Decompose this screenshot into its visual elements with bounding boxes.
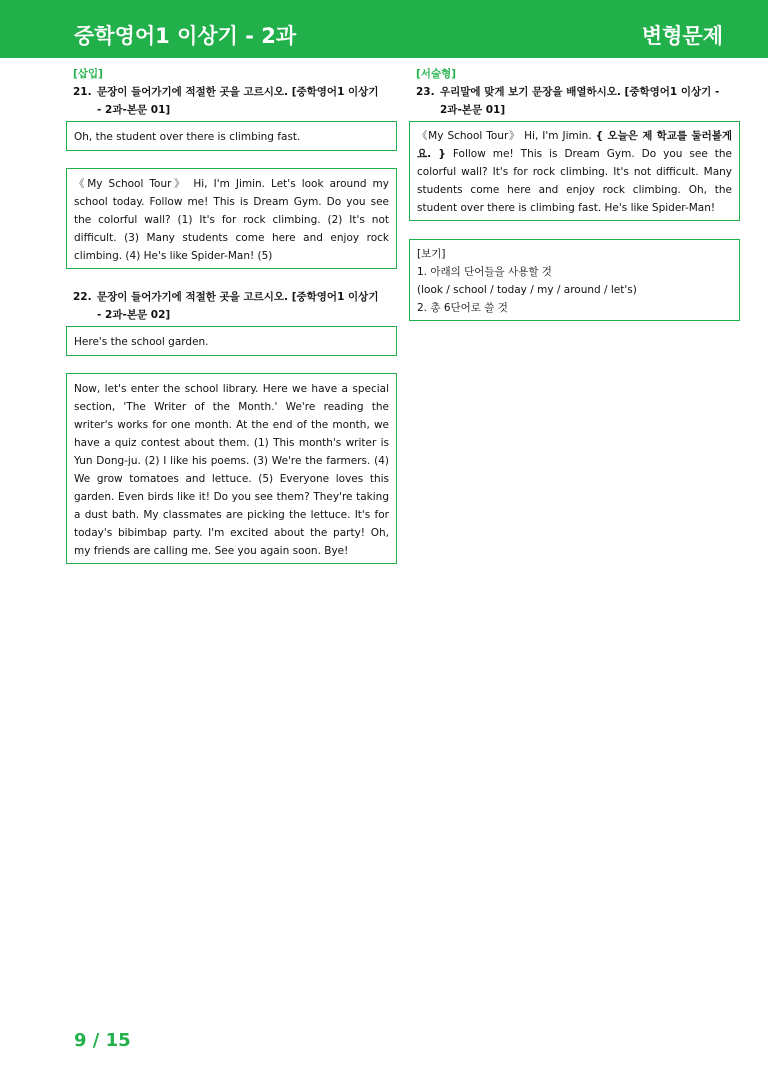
given-sentence: Oh, the student over there is climbing fast.	[74, 131, 301, 143]
left-column	[66, 66, 397, 564]
given-sentence: Here's the school garden.	[74, 336, 209, 348]
passage-text: 《My School Tour》 Hi, I'm Jimin. Let's look around my school today. Follow me! This is Dream Gym. Do you see the colorful wall? (1) It's for rock climbing. (2) It's not difficult. (3) Many students come here and enjoy rock climbing. (4) He's like Spider-Man! (5)	[74, 178, 389, 262]
passage-box	[66, 168, 397, 269]
question-21	[66, 83, 397, 119]
question-23	[409, 83, 740, 119]
question-text: 우리말에 맞게 보기 문장을 배열하시오. [중학영어1 이상기 -	[440, 86, 720, 98]
header-label: 변형문제	[641, 24, 723, 48]
passage-box	[409, 121, 740, 221]
bogi-condition: 2. 총 6단어로 쓸 것	[417, 302, 508, 314]
header-bar	[0, 0, 768, 58]
right-column	[409, 66, 740, 321]
target-sentence: { 오늘은 제 학교를 둘러볼게요. }	[417, 130, 732, 160]
category-label: [삽입]	[73, 68, 103, 80]
page-title: 중학영어1 이상기 - 2과	[74, 24, 297, 48]
question-source: 2과-본문 01]	[440, 104, 506, 116]
given-sentence-box	[66, 121, 397, 151]
question-22	[66, 288, 397, 324]
bogi-words: (look / school / today / my / around / let's)	[417, 284, 637, 296]
question-number: 23.	[416, 86, 435, 98]
question-source: - 2과-본문 02]	[97, 309, 171, 321]
bogi-condition: 1. 아래의 단어들을 사용할 것	[417, 266, 552, 278]
bogi-box	[409, 239, 740, 321]
question-number: 22.	[73, 291, 92, 303]
question-text: 문장이 들어가기에 적절한 곳을 고르시오. [중학영어1 이상기	[97, 86, 379, 98]
passage-box	[66, 373, 397, 564]
question-text: 문장이 들어가기에 적절한 곳을 고르시오. [중학영어1 이상기	[97, 291, 379, 303]
passage-text: Now, let's enter the school library. Here we have a special section, 'The Writer of the Month.' We're reading the writer's works for one month. At the end of the month, we have a quiz contest about them. (1) This month's writer is Yun Dong-ju. (2) I like his poems. (3) We're the farmers. (4) We grow tomatoes and lettuce. (5) Everyone loves this garden. Even birds like it! Do you see them? They're taking a dust bath. My classmates are picking the lettuce. It's for today's bibimbap party. I'm excited about the party! Oh, my friends are calling me. See you again soon. Bye!	[74, 383, 389, 557]
bogi-title: [보기]	[417, 248, 446, 260]
given-sentence-box	[66, 326, 397, 356]
passage-text: Follow me! This is Dream Gym. Do you see the colorful wall? It's for rock climbing. It's not difficult. Many students come here and enjoy rock climbing. Oh, the student over there is climbing fast. He's like Spider-Man!	[417, 148, 732, 214]
question-source: - 2과-본문 01]	[97, 104, 171, 116]
page-number: 9 / 15	[74, 1030, 131, 1051]
category-label: [서술형]	[416, 68, 457, 80]
passage-text: 《My School Tour》 Hi, I'm Jimin.	[417, 130, 596, 142]
question-number: 21.	[73, 86, 92, 98]
